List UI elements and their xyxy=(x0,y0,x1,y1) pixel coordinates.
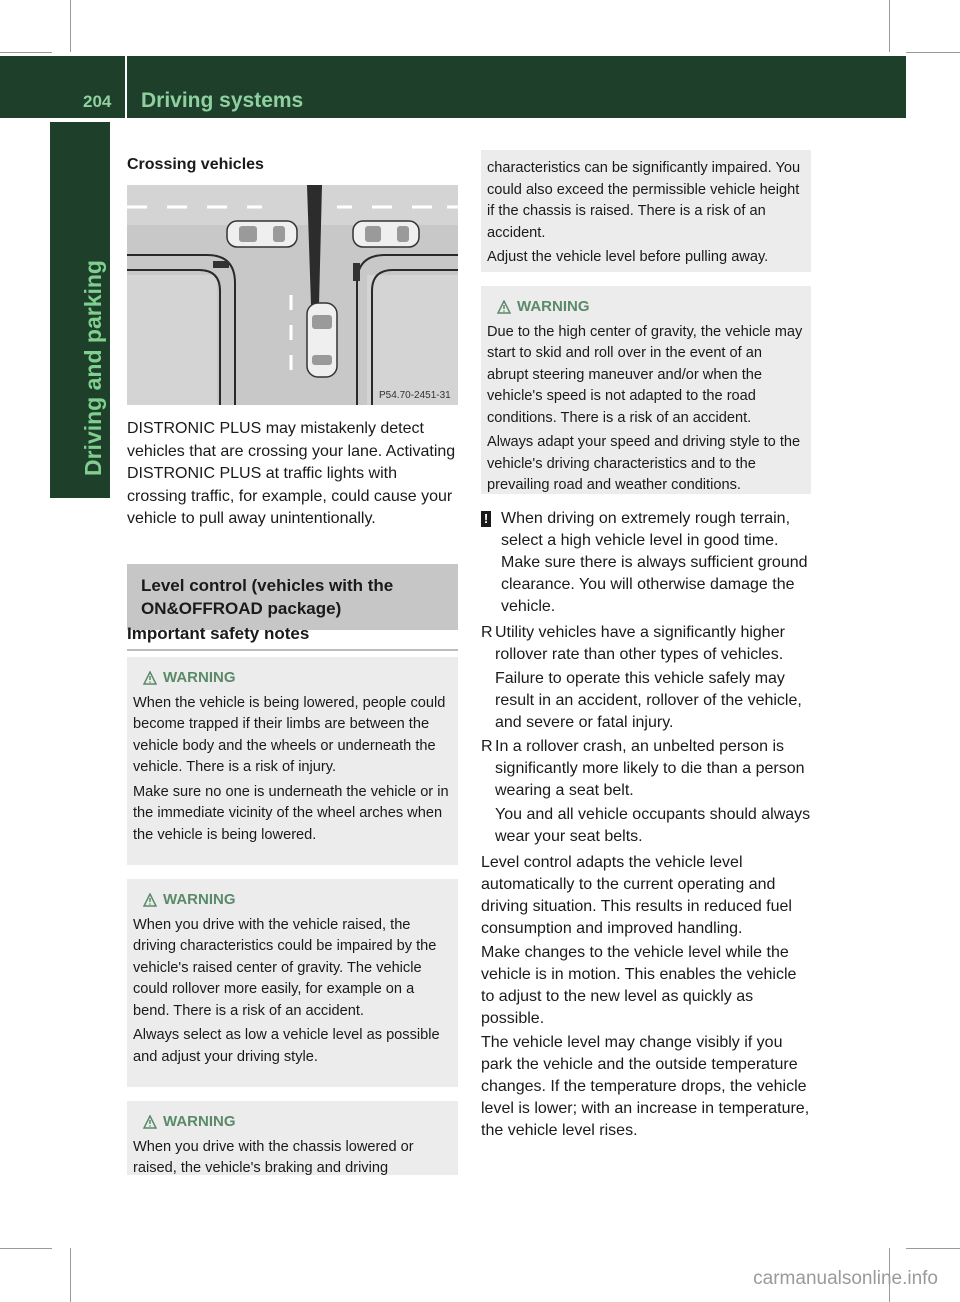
warning-paragraph: Adjust the vehicle level before pulling away. xyxy=(487,249,769,265)
warning-title xyxy=(487,296,805,318)
bullet-item xyxy=(481,736,811,850)
warning-paragraph: Always select as low a vehicle level as possible and adjust your driving style. xyxy=(133,1027,440,1065)
header-bar xyxy=(0,56,906,118)
figure-code: P54.70-2451-31 xyxy=(379,390,451,401)
crop-mark xyxy=(70,1248,71,1302)
note-text: When driving on extremely rough terrain, select a high vehicle level in good time. Make sure there is always sufficient ground clearance. You will otherwise damage the vehicle. xyxy=(501,510,808,615)
warning-box-3 xyxy=(127,1101,458,1175)
warning-triangle-icon xyxy=(143,671,157,685)
warning-title-text: WARNING xyxy=(163,1113,236,1130)
level-control-heading-line2: ON&OFFROAD package) xyxy=(141,599,342,618)
bullet-text: Utility vehicles have a significantly higher rollover rate than other types of vehicles. xyxy=(495,624,785,663)
side-tab xyxy=(50,122,110,498)
warning-paragraph: When you drive with the vehicle raised, the driving characteristics could be impaired by the vehicle's raised center of gravity. The vehicle could rollover more easily, for example on a bend. There is a risk of an accident. xyxy=(133,916,437,1019)
level-control-heading-line1: Level control (vehicles with the xyxy=(141,576,394,595)
crossing-vehicles-heading: Crossing vehicles xyxy=(127,156,264,173)
crop-mark xyxy=(906,1248,960,1249)
exclamation-icon: ! xyxy=(481,511,491,527)
warning-box-2 xyxy=(127,879,458,1087)
crop-mark xyxy=(70,0,71,52)
body-paragraph: Make changes to the vehicle level while the vehicle is in motion. This enables the vehicle to adjust to the new level as quickly as possible. xyxy=(481,944,797,1027)
note-item xyxy=(481,508,811,618)
warning-triangle-icon xyxy=(143,893,157,907)
warning-paragraph: When you drive with the chassis lowered or raised, the vehicle's braking and driving xyxy=(133,1138,414,1176)
bullet-text: In a rollover crash, an unbelted person is significantly more likely to die than a person wearing a seat belt. xyxy=(495,738,805,799)
level-control-heading xyxy=(127,564,458,630)
side-tab-label: Driving and parking xyxy=(80,260,106,476)
warning-title-text: WARNING xyxy=(163,669,236,686)
important-safety-notes-heading: Important safety notes xyxy=(127,624,458,651)
warning-triangle-icon xyxy=(143,1115,157,1129)
crop-mark xyxy=(889,0,890,52)
warning-triangle-icon xyxy=(497,300,511,314)
body-paragraph: Level control adapts the vehicle level automatically to the current operating and driving situation. This results in reduced fuel consumption and improved handling. xyxy=(481,854,792,937)
warning-box-4 xyxy=(481,286,811,494)
warning-paragraph: When the vehicle is being lowered, people could become trapped if their limbs are between the vehicle body and the wheels or underneath the vehicle. There is a risk of injury. xyxy=(133,694,446,775)
header-separator xyxy=(125,56,127,118)
bullet-text: Failure to operate this vehicle safely may result in an accident, rollover of the vehicle, and severe or fatal injury. xyxy=(495,670,802,731)
crop-mark xyxy=(0,52,52,53)
page-number: 204 xyxy=(83,92,112,111)
bullet-text: You and all vehicle occupants should always wear your seat belts. xyxy=(495,806,811,845)
right-body xyxy=(481,508,811,1144)
crossing-vehicles-text: DISTRONIC PLUS may mistakenly detect vehicles that are crossing your lane. Activating DISTRONIC PLUS at traffic lights with crossing traffic, for example, could cause your vehicle to pull away unintentionally. xyxy=(127,420,456,527)
warning-paragraph: Always adapt your speed and driving style to the vehicle's driving characteristics and to the prevailing road and weather conditions. xyxy=(487,434,801,493)
section-title: Driving systems xyxy=(141,89,304,112)
watermark: carmanualsonline.info xyxy=(753,1268,938,1289)
warning-paragraph: Due to the high center of gravity, the vehicle may start to skid and roll over in the event of an abrupt steering maneuver and/or when the vehicle's speed is not adapted to the road conditions. There is a risk of an accident. xyxy=(487,323,803,426)
warning-title xyxy=(133,889,452,911)
warning-box-1 xyxy=(127,657,458,865)
warning-title xyxy=(133,1111,452,1133)
crop-mark xyxy=(0,1248,52,1249)
bullet-item xyxy=(481,622,811,736)
warning-title xyxy=(133,667,452,689)
bullet-icon: R xyxy=(481,738,493,755)
crossing-vehicles-illustration xyxy=(127,185,458,405)
warning-title-text: WARNING xyxy=(517,298,590,315)
body-paragraph: The vehicle level may change visibly if you park the vehicle and the outside temperature changes. If the temperature drops, the vehicle level is lower; with an increase in temperature, the vehicle level rises. xyxy=(481,1034,810,1139)
warning-title-text: WARNING xyxy=(163,891,236,908)
warning-paragraph: characteristics can be significantly impaired. You could also exceed the permissible vehicle height if the chassis is raised. There is a risk of an accident. xyxy=(487,160,801,241)
crop-mark xyxy=(906,52,960,53)
warning-paragraph: Make sure no one is underneath the vehicle or in the immediate vicinity of the wheel arches when the vehicle is being lowered. xyxy=(133,783,449,843)
warning-box-3-continued xyxy=(481,150,811,272)
bullet-icon: R xyxy=(481,624,493,641)
